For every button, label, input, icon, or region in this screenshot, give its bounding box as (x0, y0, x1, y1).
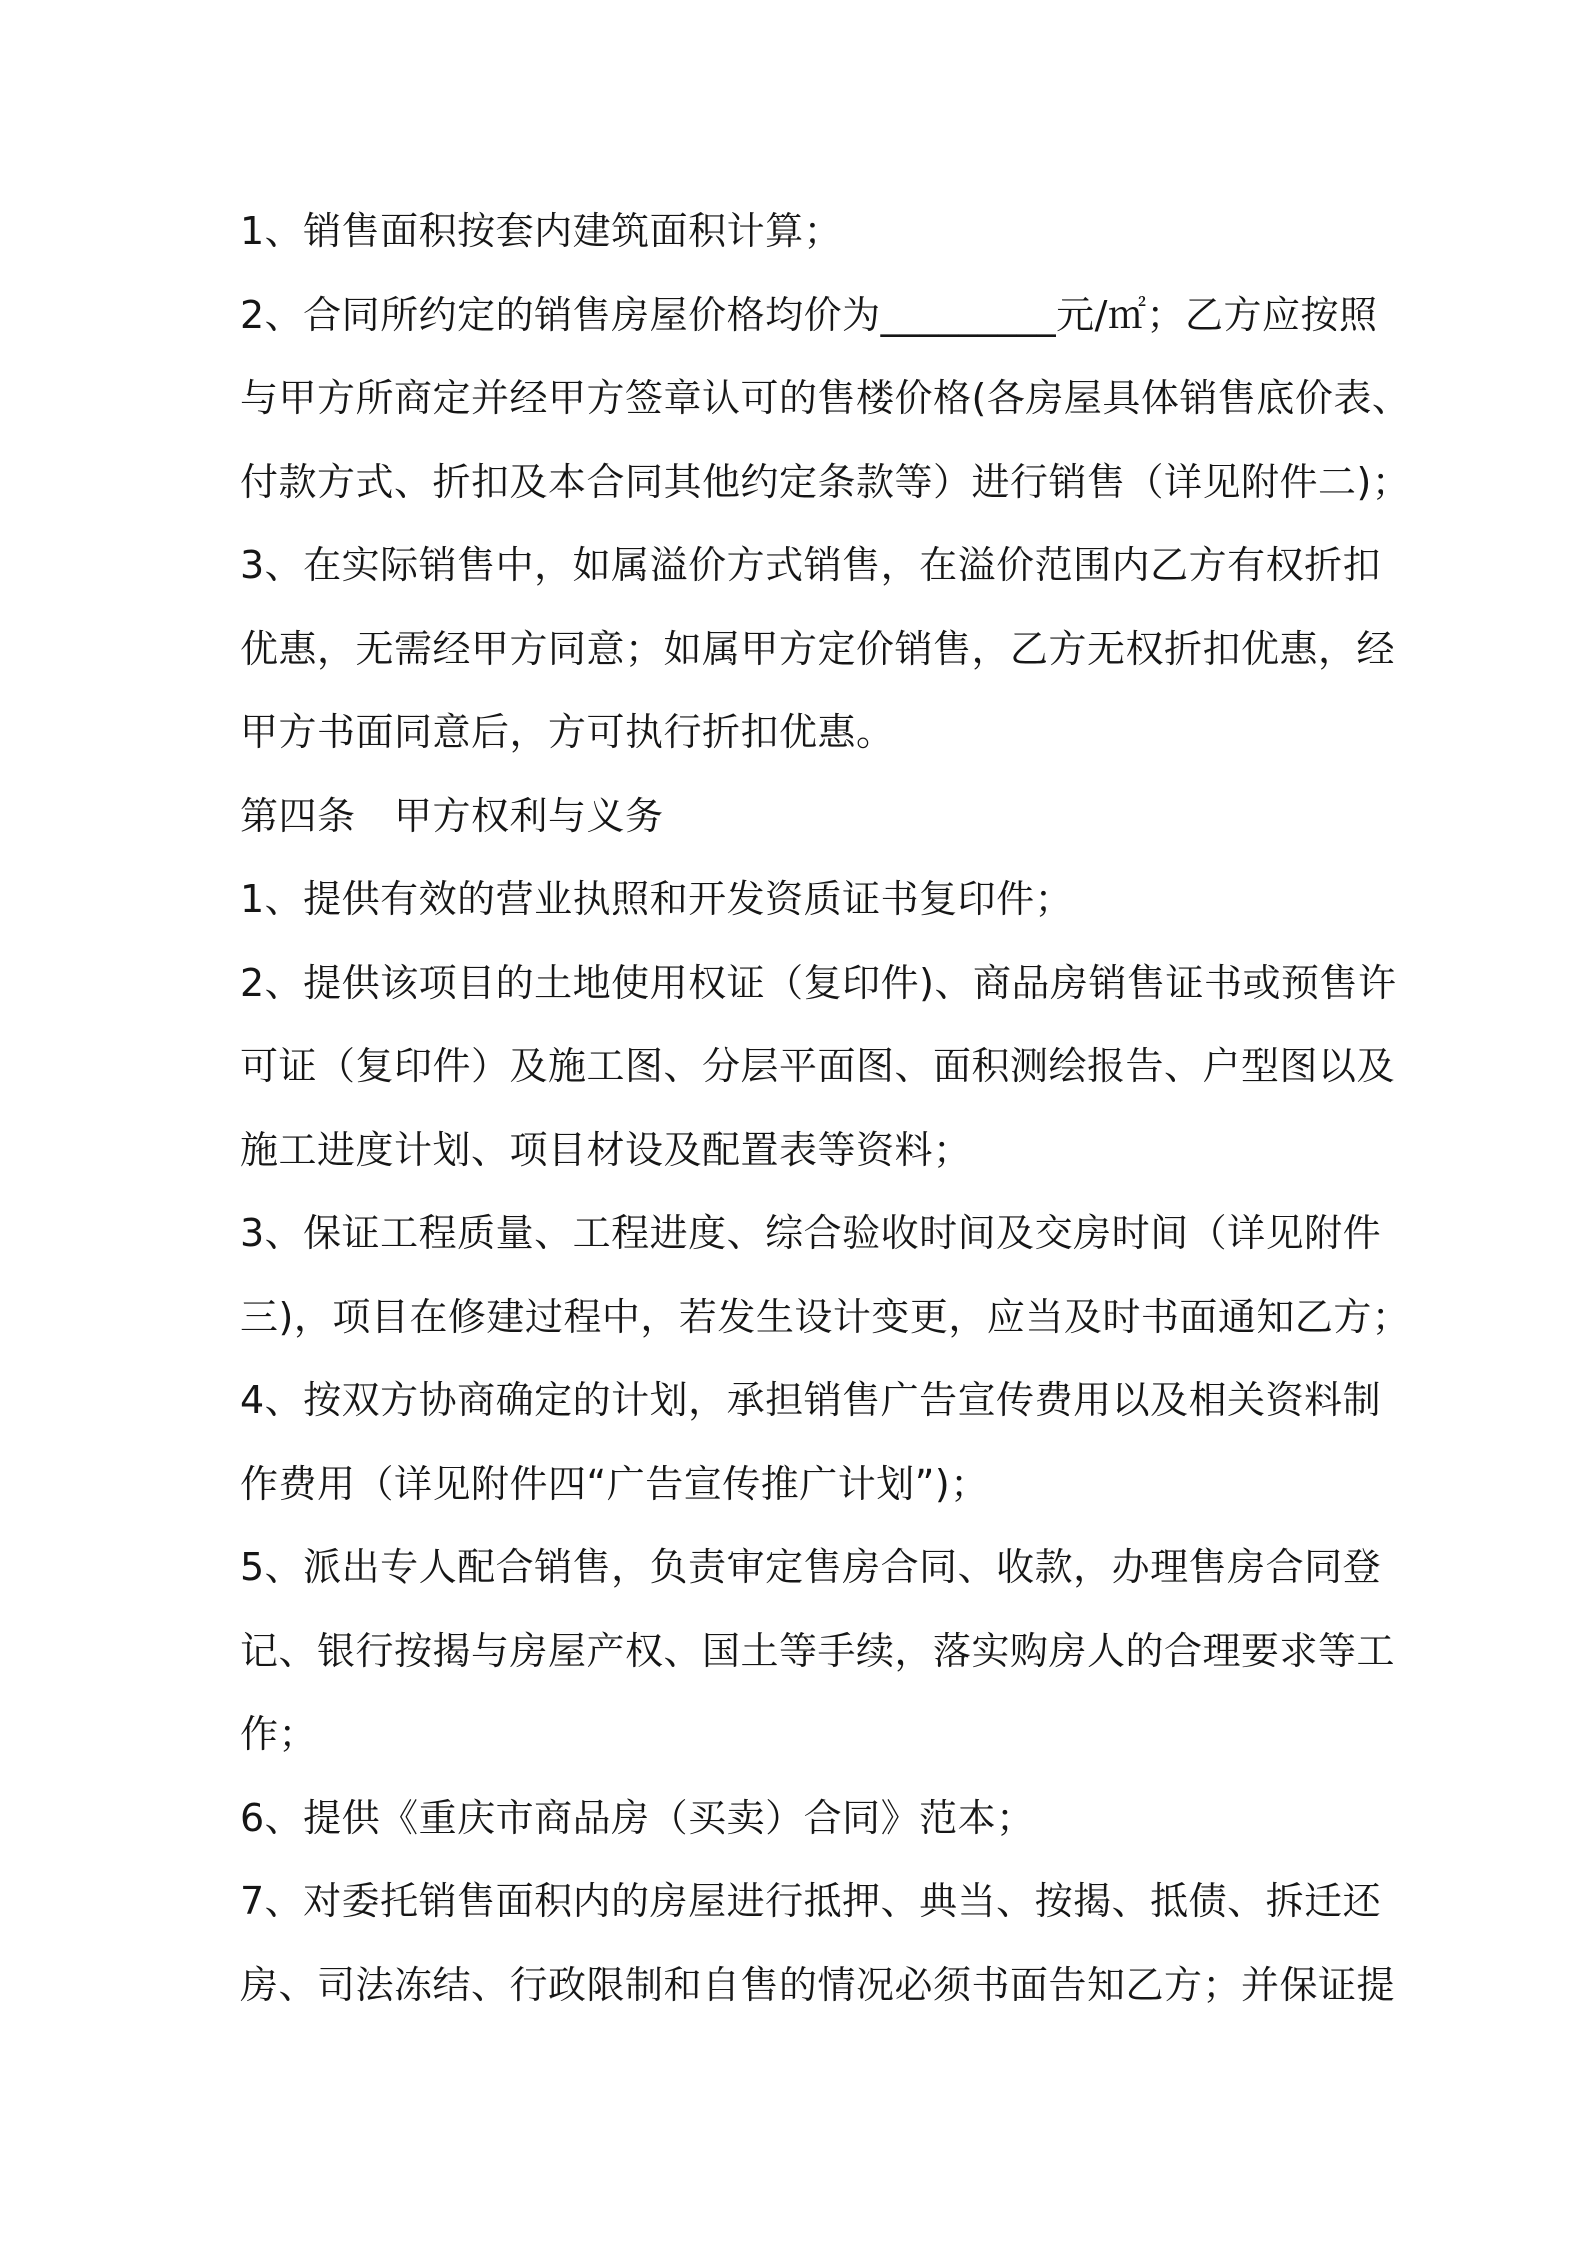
text-line-13: 3、保证工程质量、工程进度、综合验收时间及交房时间（详见附件 (240, 1211, 1382, 1255)
text-line-14: 三)，项目在修建过程中，若发生设计变更，应当及时书面通知乙方； (240, 1294, 1411, 1339)
text-line-20: 6、提供《重庆市商品房（买卖）合同》范本； (240, 1795, 1035, 1840)
section-heading: 第四条 甲方权利与义务 (240, 793, 664, 838)
text-line-6: 优惠，无需经甲方同意；如属甲方定价销售，乙方无权折扣优惠，经 (240, 626, 1396, 671)
text-line-21: 7、对委托销售面积内的房屋进行抵押、典当、按揭、抵债、拆迁还 (240, 1879, 1382, 1923)
text-line-1: 1、销售面积按套内建筑面积计算； (240, 209, 843, 253)
text-line-22: 房、司法冻结、行政限制和自售的情况必须书面告知乙方；并保证提 (240, 1962, 1396, 2007)
text-line-15: 4、按双方协商确定的计划，承担销售广告宣传费用以及相关资料制 (240, 1378, 1382, 1422)
document-body (240, 190, 1411, 2027)
text-line-17: 5、派出专人配合销售，负责审定售房合同、收款，办理售房合同登 (240, 1545, 1382, 1589)
text-line-3: 与甲方所商定并经甲方签章认可的售楼价格(各房屋具体销售底价表、 (240, 376, 1411, 420)
text-line-2: 2、合同所约定的销售房屋价格均价为_________元/㎡；乙方应按照 (240, 292, 1378, 337)
text-line-10: 2、提供该项目的土地使用权证（复印件)、商品房销售证书或预售许 (240, 960, 1397, 1005)
text-line-9: 1、提供有效的营业执照和开发资质证书复印件； (240, 877, 1074, 921)
text-line-11: 可证（复印件）及施工图、分层平面图、面积测绘报告、户型图以及 (240, 1044, 1396, 1088)
text-line-7: 甲方书面同意后，方可执行折扣优惠。 (240, 710, 895, 754)
text-line-16: 作费用（详见附件四“广告宣传推广计划”)； (240, 1461, 989, 1506)
text-line-12: 施工进度计划、项目材设及配置表等资料； (240, 1127, 972, 1172)
text-line-4: 付款方式、折扣及本合同其他约定条款等）进行销售（详见附件二)； (240, 459, 1411, 504)
text-line-5: 3、在实际销售中，如属溢价方式销售，在溢价范围内乙方有权折扣 (240, 543, 1382, 587)
text-line-18: 记、银行按揭与房屋产权、国土等手续，落实购房人的合理要求等工 (240, 1628, 1396, 1673)
text-line-19: 作； (240, 1712, 318, 1756)
